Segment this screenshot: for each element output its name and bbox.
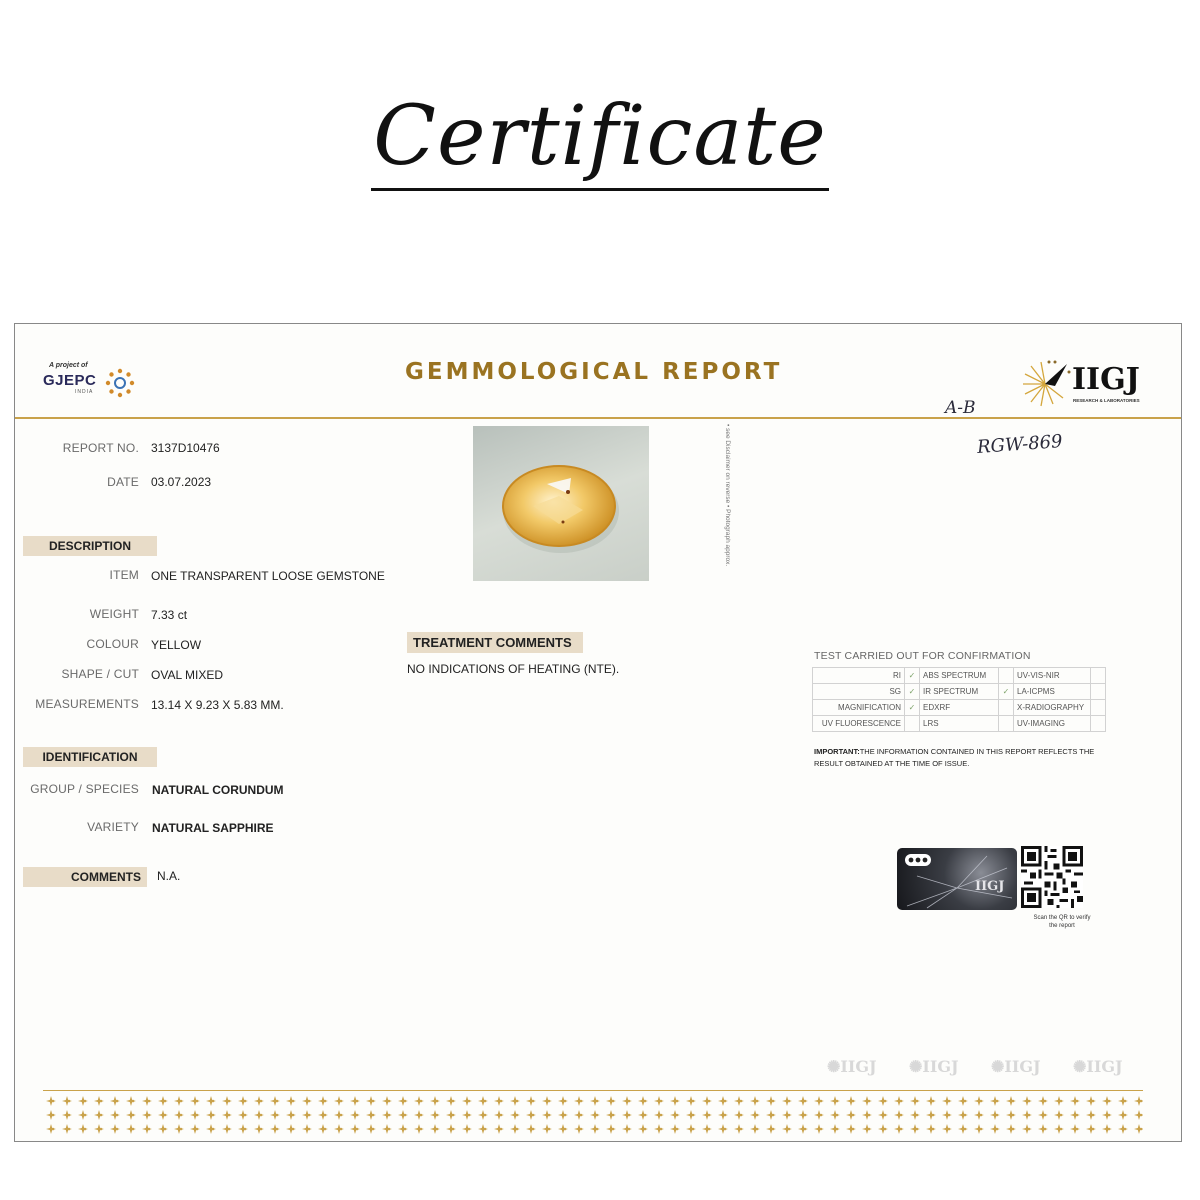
test-name: LRS xyxy=(920,716,999,732)
page-heading xyxy=(0,88,1200,186)
tests-row xyxy=(813,668,1106,684)
test-name: X-RADIOGRAPHY xyxy=(1014,700,1091,716)
report-no-label: REPORT NO. xyxy=(62,441,139,455)
shape-cut-label: SHAPE / CUT xyxy=(61,667,139,681)
shape-cut-value: OVAL MIXED xyxy=(151,668,224,682)
variety-label: VARIETY xyxy=(87,820,139,834)
iigj-logo-subtext: RESEARCH & LABORATORIES xyxy=(1073,398,1140,403)
group-species-value: NATURAL CORUNDUM xyxy=(152,783,284,797)
test-name: IR SPECTRUM xyxy=(920,684,999,700)
tests-row xyxy=(813,700,1106,716)
footer-divider xyxy=(43,1090,1143,1091)
footer-ornament xyxy=(43,1094,1143,1134)
tests-table xyxy=(812,667,1106,732)
measurements-value: 13.14 X 9.23 X 5.83 MM. xyxy=(151,698,284,712)
colour-label: COLOUR xyxy=(86,637,139,651)
hologram-logo-text: IIGJ xyxy=(975,879,1005,894)
check-icon: ✓ xyxy=(905,684,920,700)
check-icon: ✓ xyxy=(999,684,1014,700)
date-value: 03.07.2023 xyxy=(151,475,212,489)
photo-disclaimer: • see Disclaimer on reverse • Photograph approx. xyxy=(724,424,731,567)
item-value: ONE TRANSPARENT LOOSE GEMSTONE xyxy=(151,569,385,583)
header-divider xyxy=(15,417,1181,419)
check-cell xyxy=(1091,700,1106,716)
weight-value: 7.33 ct xyxy=(151,608,188,622)
test-name: RI xyxy=(813,668,905,684)
date-label: DATE xyxy=(107,475,139,489)
test-name: MAGNIFICATION xyxy=(813,700,905,716)
check-icon: ✓ xyxy=(905,668,920,684)
tests-title: TEST CARRIED OUT FOR CONFIRMATION xyxy=(814,650,1031,662)
check-cell xyxy=(1091,668,1106,684)
qr-caption: Scan the QR to verify the report xyxy=(1033,915,1091,929)
comments-value: N.A. xyxy=(157,869,181,883)
item-label: ITEM xyxy=(109,568,139,582)
measurements-label: MEASUREMENTS xyxy=(35,697,139,711)
gjepc-logo-text: GJEPC xyxy=(43,372,97,389)
description-section-header: DESCRIPTION xyxy=(23,536,157,556)
watermark-logo: ✺IIGJ xyxy=(909,1057,959,1076)
check-icon xyxy=(999,700,1014,716)
tests-row xyxy=(813,684,1106,700)
tests-row xyxy=(813,716,1106,732)
test-name: LA-ICPMS xyxy=(1014,684,1091,700)
certificate-title: Certificate xyxy=(371,89,829,191)
gem-illustration xyxy=(473,426,649,581)
watermark-logo: ✺IIGJ xyxy=(827,1057,877,1076)
watermark-logo: ✺IIGJ xyxy=(991,1057,1041,1076)
important-text: THE INFORMATION CONTAINED IN THIS REPORT REFLECTS THE RESULT OBTAINED AT THE TIME OF ISSUE. xyxy=(814,747,1095,768)
gjepc-logo-subtext: INDIA xyxy=(75,389,94,395)
qr-code[interactable] xyxy=(1021,846,1083,908)
group-species-label: GROUP / SPECIES xyxy=(30,782,139,796)
identification-section-header: IDENTIFICATION xyxy=(23,747,157,767)
test-name: SG xyxy=(813,684,905,700)
gem-photo xyxy=(473,426,649,581)
check-icon xyxy=(999,716,1014,732)
report-no-value: 3137D10476 xyxy=(151,441,220,455)
test-name: UV-IMAGING xyxy=(1014,716,1091,732)
treatment-comments-header: TREATMENT COMMENTS xyxy=(407,632,583,653)
variety-value: NATURAL SAPPHIRE xyxy=(152,821,274,835)
hologram-pattern xyxy=(897,848,1017,910)
treatment-comments-value: NO INDICATIONS OF HEATING (NTE). xyxy=(407,662,620,676)
important-notice xyxy=(814,746,1104,770)
check-icon xyxy=(905,716,920,732)
colour-value: YELLOW xyxy=(151,638,202,652)
check-cell xyxy=(1091,716,1106,732)
test-name: UV-VIS-NIR xyxy=(1014,668,1091,684)
check-icon: ✓ xyxy=(905,700,920,716)
check-cell xyxy=(1091,684,1106,700)
gjepc-project-tag: A project of xyxy=(49,362,88,369)
gemmological-report-sheet xyxy=(14,323,1182,1142)
handwritten-note-line-1: A-B xyxy=(945,398,976,418)
important-label: IMPORTANT: xyxy=(814,747,860,756)
iigj-logo-text: IIGJ xyxy=(1072,362,1140,397)
test-name: ABS SPECTRUM xyxy=(920,668,999,684)
watermark-logo: ✺IIGJ xyxy=(1073,1057,1123,1076)
handwritten-note-line-2: RGW-869 xyxy=(976,431,1064,458)
weight-label: WEIGHT xyxy=(89,607,139,621)
hologram-seal xyxy=(897,848,1017,910)
report-title: GEMMOLOGICAL REPORT xyxy=(405,359,783,385)
check-icon xyxy=(999,668,1014,684)
iigj-logo-icon xyxy=(1019,358,1071,410)
test-name: UV FLUORESCENCE xyxy=(813,716,905,732)
comments-section-header: COMMENTS xyxy=(23,867,147,887)
test-name: EDXRF xyxy=(920,700,999,716)
gjepc-logo-icon xyxy=(105,368,135,398)
